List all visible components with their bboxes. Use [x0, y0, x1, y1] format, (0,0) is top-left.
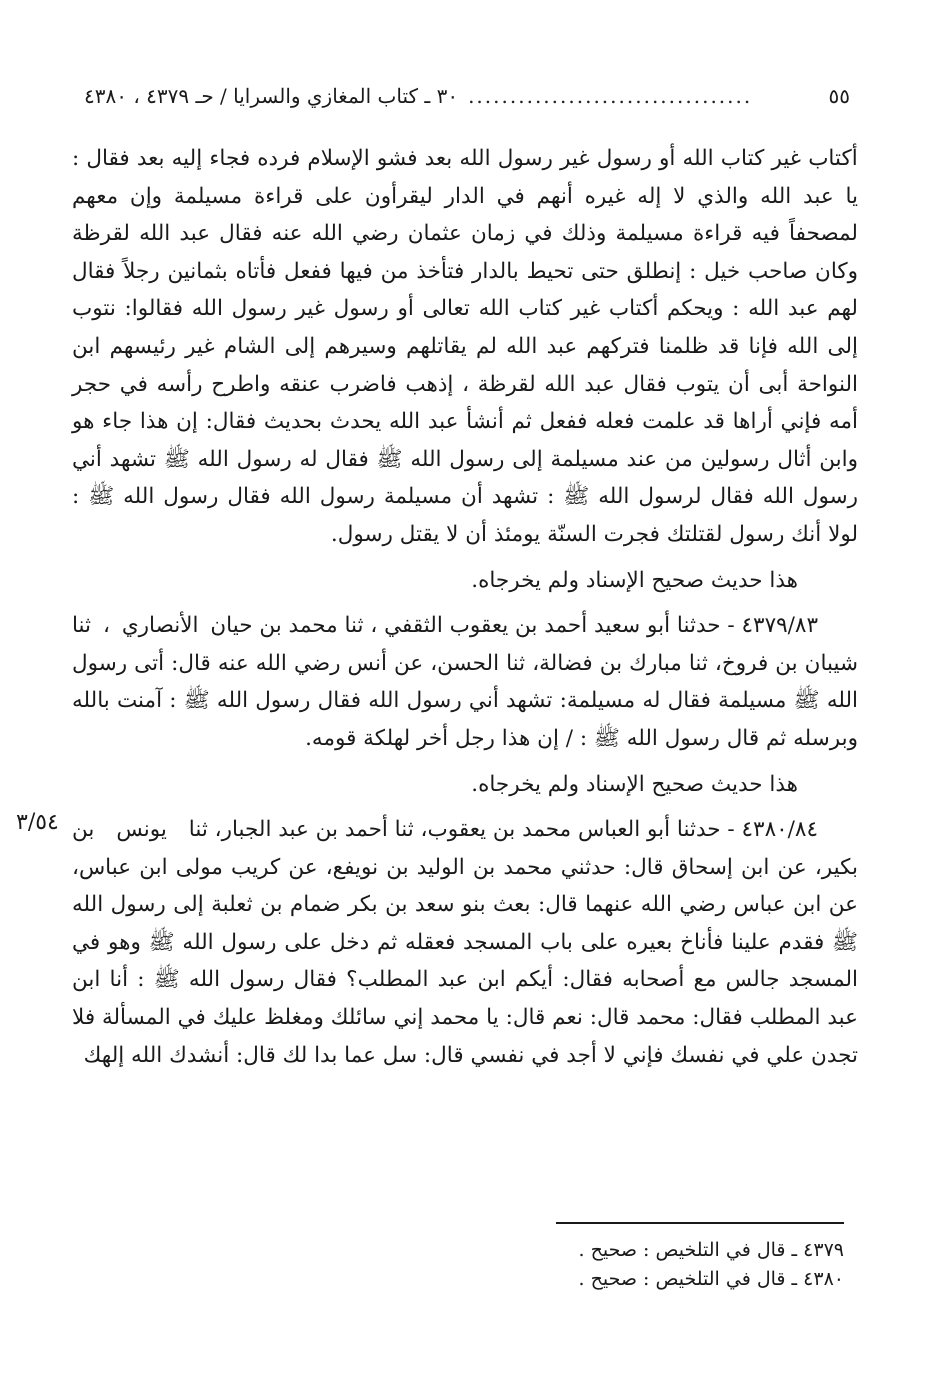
text-line: ٤٣٨٠/٨٤ - حدثنا أبو العباس محمد بن يعقوب، ثنا أحمد بن عبد الجبار، ثنا [188, 817, 818, 843]
hadith-4379 [72, 607, 858, 757]
text-line: خيل : إنطلق حتى تحيط بالدار فتأخذ من فيها ففعل فأتاه بثمانين رجلاً فقال لهم عبد الله : [72, 258, 858, 322]
text-line: رسول الله ﷺ فقدم علينا فأناخ بعيره على باب المسجد فعقله ثم دخل على رسول الله ﷺ [72, 892, 859, 955]
text-line: فلا تجدن علي في نفسك فإني لا أجد في نفسي قال: سل عما بدا لك قال: أنشدك الله إلهك [72, 1005, 858, 1068]
text-line: فعله ففعل ثم أنشأ عبد الله يحدث بحديث فقال: إن هذا جاء هو وابن أثال رسولين من [72, 409, 858, 472]
page-number: ٥٥ [828, 84, 850, 108]
text-line: فقال عبد الله لقرظة ، إذهب فاضرب عنقه واطرح رأسه في حجر أمه فإني أراها قد علمت [72, 371, 858, 435]
text-line: هذا حديث صحيح الإسناد ولم يخرجاه. [471, 771, 798, 797]
main-text [72, 140, 858, 1074]
grading-statement [72, 766, 858, 804]
hadith-4380 [72, 811, 858, 1074]
text-line: ظلمنا فتركهم عبد الله لم يقاتلهم وسيرهم إلى الشام غير رئيسهم ابن النواحة أبى أن يتوب [72, 333, 858, 397]
text-line: ﷺ : تشهد أن مسيلمة رسول الله فقال رسول الله ﷺ : لولا أنك رسول لقتلتك فجرت [72, 484, 858, 547]
text-line: ابن عبد المطلب فقال: محمد قال: نعم قال: يا محمد إني سائلك ومغلظ عليك في المسألة [72, 967, 858, 1031]
text-line: وهو في المسجد جالس مع أصحابه فقال: أيكم ابن عبد المطلب؟ فقال رسول الله ﷺ : أنا [72, 929, 858, 993]
text-line: هذا حديث صحيح الإسناد ولم يخرجاه. [471, 567, 798, 593]
footnote-item: ٤٣٧٩ ـ قال في التلخيص : صحيح . [578, 1239, 844, 1261]
text-line: ويحكم أكتاب غير كتاب الله تعالى أو رسول غير رسول الله فقالوا: نتوب إلى الله فإنا قد [72, 296, 858, 359]
text-line: عند مسيلمة إلى رسول الله ﷺ فقال له رسول الله ﷺ تشهد أني رسول الله فقال لرسول الله [72, 446, 858, 510]
text-line: يونس بن بكير، عن ابن إسحاق قال: حدثني محمد بن الوليد بن نويفع، عن كريب مولى [72, 817, 859, 880]
header-leader-dots: .................................. [468, 84, 753, 108]
text-line: ابن عباس، عن ابن عباس رضي الله عنهما قال: بعث بنو سعد بن بكر ضمام بن ثعلبة إلى [72, 854, 858, 918]
text-line: ٤٣٧٩/٨٣ - حدثنا أبو سعيد أحمد بن يعقوب الثقفي ، ثنا محمد بن حيان [210, 613, 818, 639]
text-line: السنّة يومئذ أن لا يقتل رسول. [330, 521, 597, 547]
text-line: ﷺ : آمنت بالله وبرسله ثم قال رسول الله ﷺ : / إن هذا رجل أخر لهلكة قومه. [72, 688, 858, 751]
running-header [84, 84, 850, 120]
text-line: أكتاب غير كتاب الله أو رسول غير رسول الله بعد فشو الإسلام فرده فجاء إليه بعد فقال : [72, 146, 858, 171]
header-title: ٣٠ ـ كتاب المغازي والسرايا / حـ ٤٣٧٩ ، ٤٣٨٠ [84, 84, 459, 108]
footnote-item: ٤٣٨٠ ـ قال في التلخيص : صحيح . [578, 1268, 844, 1290]
footnotes [400, 1236, 844, 1294]
text-line: الأنصاري ، ثنا شيبان بن فروخ، ثنا مبارك بن فضالة، ثنا الحسن، عن أنس رضي الله عنه [72, 613, 859, 676]
text-line: قال: أتى رسول الله ﷺ مسيلمة فقال له مسيلمة: تشهد أني رسول الله فقال رسول الله [72, 650, 858, 714]
margin-reference: ٣/٥٤ [16, 810, 59, 835]
text-line: قراءة مسيلمة وذلك في زمان عثمان رضي الله عنه فقال عبد الله لقرظة وكان صاحب [72, 221, 859, 284]
paragraph-continuation [72, 140, 858, 554]
grading-statement [72, 562, 858, 600]
text-line: يا عبد الله والذي لا إله غيره أنهم في الدار ليقرأون على قراءة مسيلمة وإن معهم لمصحفاً فيه [72, 183, 858, 247]
footnote-divider [556, 1222, 844, 1224]
